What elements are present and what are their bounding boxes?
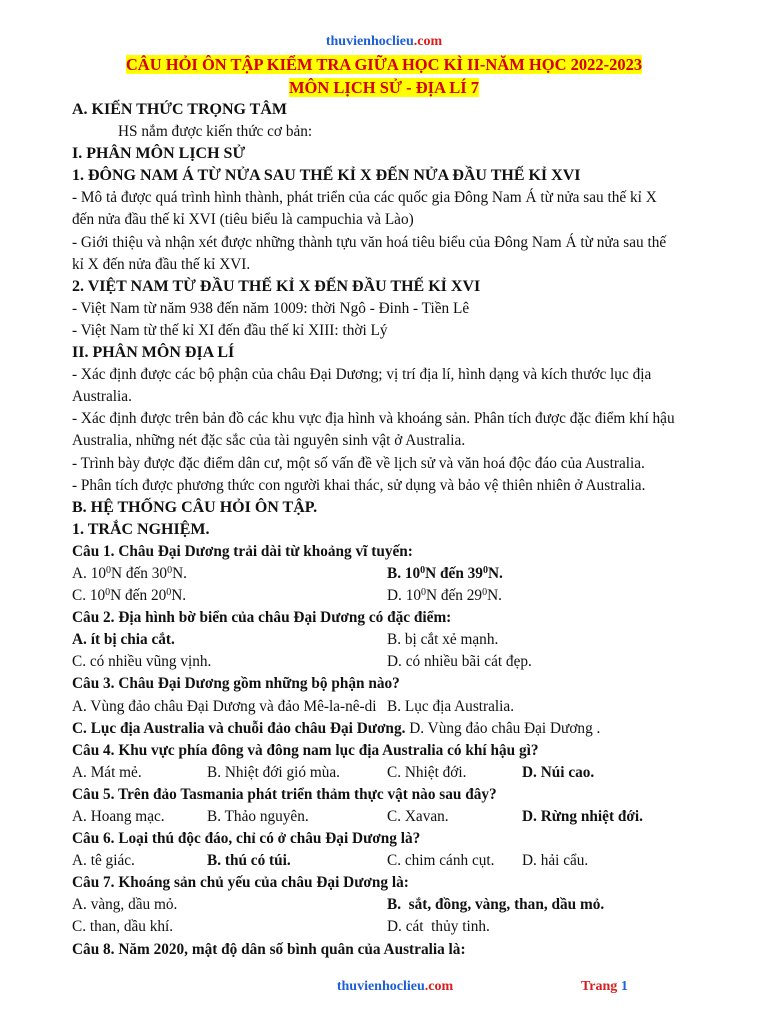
text-line: Australia. [72,388,132,406]
question-3: Câu 3. Châu Đại Dương gồm những bộ phận nào? [72,675,400,693]
page-number: Trang 1 [581,979,628,994]
question-1: Câu 1. Châu Đại Dương trải dài từ khoảng vĩ tuyến: [72,542,413,560]
text-line: - Mô tả được quá trình hình thành, phát triển của các quốc gia Đông Nam Á từ nửa sau thế kỉ X [72,189,657,207]
site-domain: .com [413,34,443,49]
history-topic-1: 1. ĐÔNG NAM Á TỪ NỬA SAU THẾ KỈ X ĐẾN NỬA ĐẦU THẾ KỈ XVI [72,167,581,185]
option-b-correct: B. thú có túi. [207,852,291,870]
question-7-options-row-1 [72,894,722,916]
text-line: Australia, những nét đặc sắc của tài nguyên sinh vật ở Australia. [72,432,466,450]
site-domain: .com [424,979,454,994]
text-line: - Trình bày được đặc điểm dân cư, một số vấn đề về lịch sử và văn hoá độc đáo của Australia. [72,454,645,472]
option-d: D. Vùng đảo châu Đại Dương . [405,719,601,737]
option-c: C. Nhiệt đới. [387,763,467,781]
option-a-correct: A. ít bị chia cắt. [72,631,175,649]
multiple-choice-heading: 1. TRẮC NGHIỆM. [72,520,210,538]
option-c: C. than, dầu khí. [72,918,174,936]
question-7: Câu 7. Khoáng sản chủ yếu của châu Đại Dương là: [72,874,409,892]
option-c: C. chim cánh cụt. [387,852,495,870]
option-d: D. có nhiều bãi cát đẹp. [387,653,532,671]
question-8: Câu 8. Năm 2020, mật độ dân số bình quân của Australia là: [72,940,466,958]
geography-heading: II. PHÂN MÔN ĐỊA LÍ [72,344,235,362]
option-c: C. $10^0N$ đến $20^0N$. [72,587,187,605]
option-b: B. bị cắt xẻ mạnh. [387,631,499,649]
site-name: thuvienhoclieu [325,34,414,49]
question-1-options-row-2 [72,585,722,607]
history-topic-2: 2. VIỆT NAM TỪ ĐẦU THẾ KỈ X ĐẾN ĐẦU THẾ KỈ XVI [72,277,481,295]
question-5-options [72,806,722,828]
option-b: B. Nhiệt đới gió mùa. [207,763,341,781]
text-line: - Việt Nam từ năm 938 đến năm 1009: thời Ngô - Đinh - Tiền Lê [72,299,470,317]
option-a: A. vàng, dầu mỏ. [72,896,178,914]
option-b: B. Lục địa Australia. [387,697,515,715]
question-3-options-row-2 [72,718,722,740]
option-a: A. $10^0N$ đến $30^0N$. [72,564,187,582]
option-b-correct: B. sắt, đồng, vàng, than, dầu mỏ. [387,896,605,914]
question-4-options [72,762,722,784]
document-title: CÂU HỎI ÔN TẬP KIỂM TRA GIỮA HỌC KÌ II-NĂM HỌC 2022-2023 [125,55,643,74]
option-a: A. tê giác. [72,852,135,870]
question-5: Câu 5. Trên đảo Tasmania phát triển thảm thực vật nào sau đây? [72,785,497,803]
option-a: A. Mát mẻ. [72,763,142,781]
option-c: C. có nhiều vũng vịnh. [72,653,212,671]
section-a-heading: A. KIẾN THỨC TRỌNG TÂM [72,101,287,118]
history-heading: I. PHÂN MÔN LỊCH SỬ [72,145,246,163]
option-d: D. cát thủy tinh. [387,918,490,936]
document-body [72,99,722,961]
question-2-options-row-2 [72,651,722,673]
header-site-link[interactable] [0,34,768,50]
option-c: C. Xavan. [387,808,449,825]
question-7-options-row-2 [72,916,722,938]
text-line: - Việt Nam từ thế kỉ XI đến đầu thế kỉ XIII: thời Lý [72,321,388,339]
question-2-options-row-1 [72,629,722,651]
document-subtitle: MÔN LỊCH SỬ - ĐỊA LÍ 7 [288,78,480,97]
question-6: Câu 6. Loại thú độc đáo, chỉ có ở châu Đại Dương là? [72,830,421,848]
site-name: thuvienhoclieu [336,979,425,994]
option-d-correct: D. Núi cao. [522,763,595,781]
option-c-correct: C. Lục địa Australia và chuỗi đảo châu Đại Dương. [72,719,406,737]
section-b-heading: B. HỆ THỐNG CÂU HỎI ÔN TẬP. [72,498,318,516]
text-line: - Phân tích được phương thức con người khai thác, sử dụng và bảo vệ thiên nhiên ở Australia. [72,476,646,494]
text-line: kỉ X đến nửa đầu thế kỉ XVI. [72,255,251,273]
section-a-intro: HS nắm được kiến thức cơ bản: [118,123,313,141]
footer-site-link[interactable] [0,979,768,995]
text-line: đến nửa đầu thế kỉ XVI (tiêu biểu là campuchia và Lào) [72,211,414,229]
question-4: Câu 4. Khu vực phía đông và đông nam lục địa Australia có khí hậu gì? [72,741,539,759]
option-b-correct: B. $10^0N$ đến $39^0N$. [387,564,503,582]
text-line: - Xác định được trên bản đồ các khu vực địa hình và khoáng sản. Phân tích được đặc điểm khí hậu [72,410,675,428]
option-a: A. Vùng đảo châu Đại Dương và đảo Mê-la-nê-di [72,697,377,715]
option-d: D. hải cẩu. [522,852,589,870]
option-d: D. $10^0N$ đến $29^0N$. [387,587,502,605]
question-1-options-row-1 [72,563,722,585]
text-line: - Xác định được các bộ phận của châu Đại Dương; vị trí địa lí, hình dạng và kích thước lục địa [72,366,652,384]
option-b: B. Thảo nguyên. [207,808,309,825]
option-a: A. Hoang mạc. [72,808,165,825]
question-6-options [72,850,722,872]
text-line: - Giới thiệu và nhận xét được những thành tựu văn hoá tiêu biểu của Đông Nam Á từ nửa sau thế [72,233,667,251]
option-d-correct: D. Rừng nhiệt đới. [522,808,643,825]
question-2: Câu 2. Địa hình bờ biển của châu Đại Dương có đặc điểm: [72,609,452,627]
question-3-options-row-1 [72,696,722,718]
